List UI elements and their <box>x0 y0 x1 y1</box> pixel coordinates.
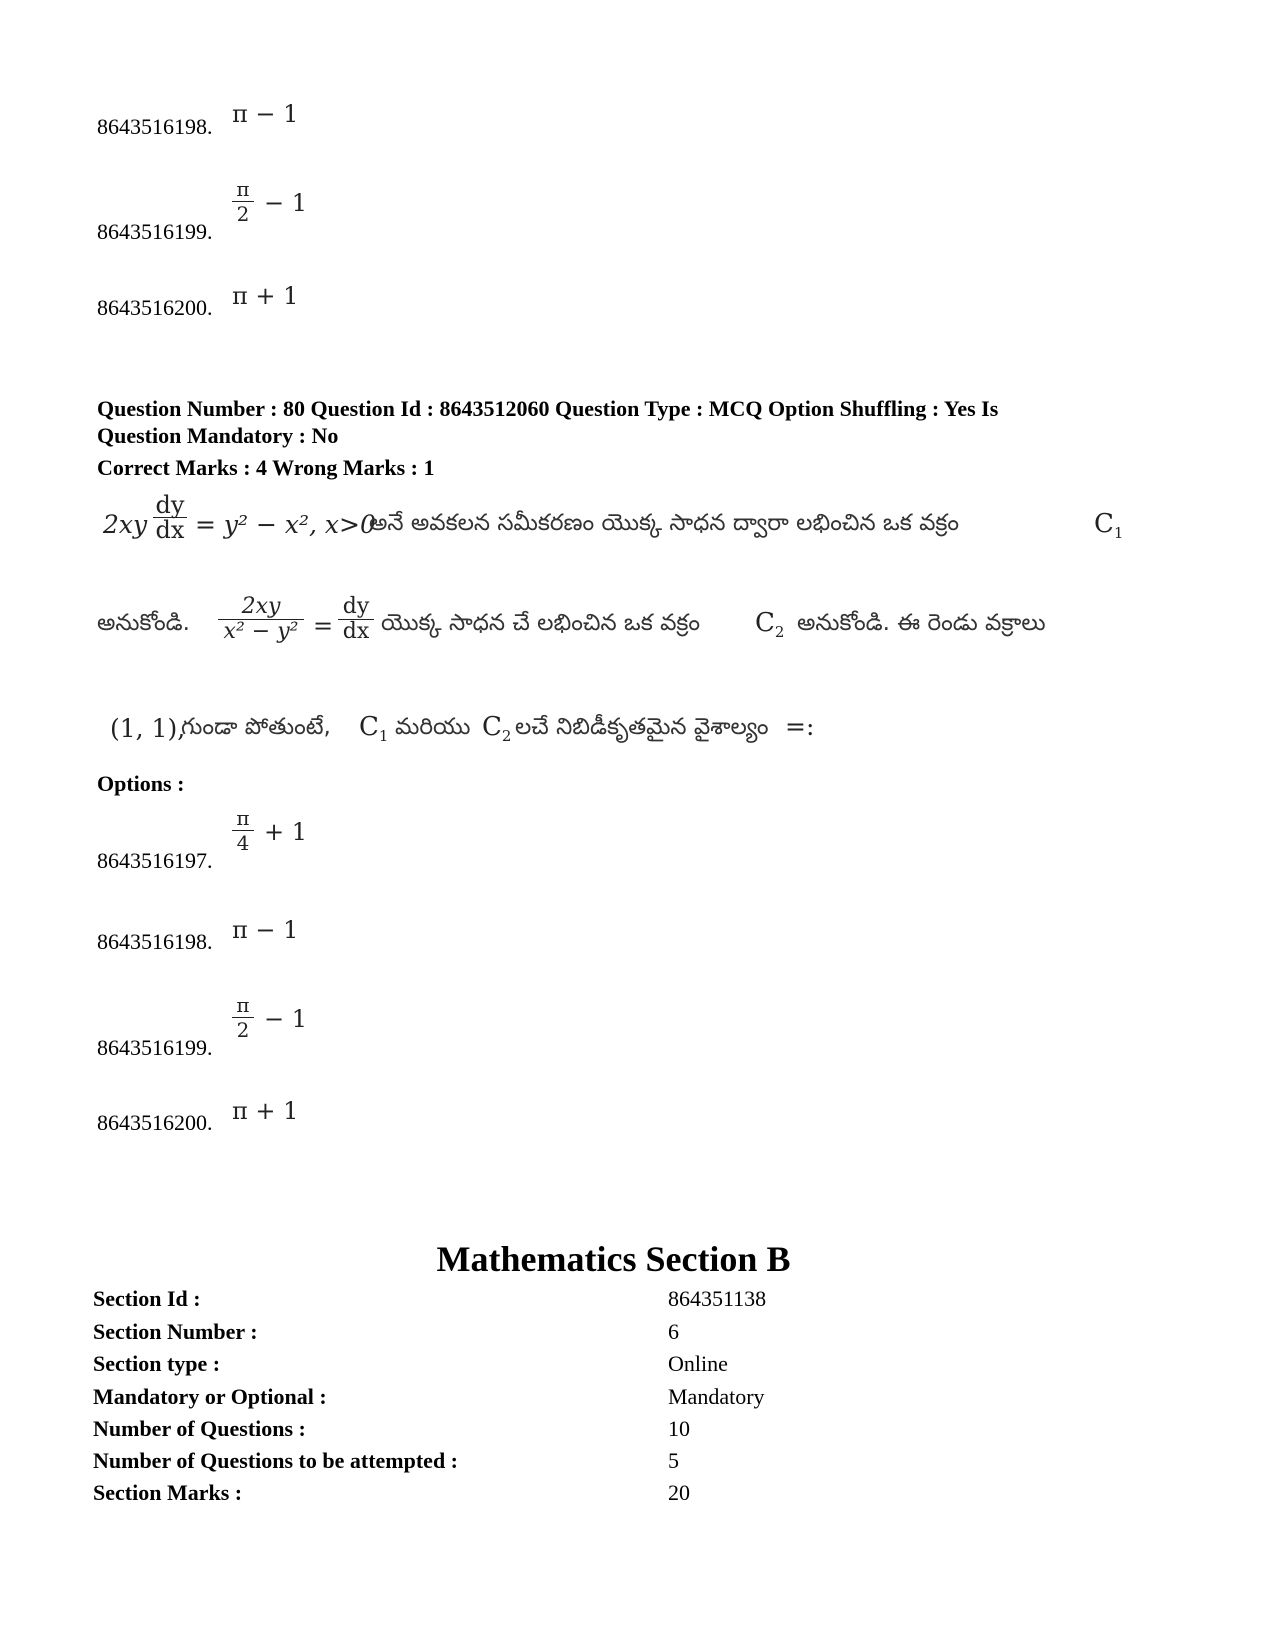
fraction-denominator: 2 <box>236 1018 250 1042</box>
curve-label: $C_2$ <box>482 712 512 746</box>
option-id: 8643516197. <box>97 848 213 873</box>
ratio-fraction <box>218 596 304 643</box>
option-expression-tail: − 1 <box>264 1005 308 1033</box>
attempt-count-label: Number of Questions to be attempted : <box>93 1448 459 1473</box>
section-marks-value: 20 <box>668 1480 690 1505</box>
option-fraction <box>232 994 254 1041</box>
option-fraction <box>232 807 254 854</box>
telugu-text: గుండా పోతుంటే, <box>181 714 331 740</box>
section-id-value: 864351138 <box>668 1286 767 1311</box>
fraction-numerator: dy <box>155 491 185 519</box>
fraction-denominator: dx <box>342 619 370 644</box>
derivative-fraction <box>338 596 374 643</box>
section-marks-label: Section Marks : <box>93 1480 243 1505</box>
options-label: Options : <box>97 771 185 796</box>
option-expression: π − 1 <box>232 916 299 944</box>
option-expression: π + 1 <box>232 1097 299 1125</box>
telugu-text: యొక్క సాధన చే లభించిన ఒక వక్రం <box>381 610 701 636</box>
fraction-numerator: dy <box>342 594 370 619</box>
fraction-numerator: 2xy <box>241 594 281 619</box>
fraction-denominator: x² − y² <box>223 619 299 644</box>
option-id: 8643516199. <box>97 219 213 244</box>
option-fraction <box>232 178 254 225</box>
section-type-label: Section type : <box>93 1351 221 1376</box>
curve-label: $C_1$ <box>359 712 389 746</box>
option-id: 8643516200. <box>97 295 213 320</box>
curve-label: $C_1$ <box>1094 509 1124 543</box>
section-title: Mathematics Section B <box>436 1239 791 1279</box>
option-expression: π − 1 <box>232 100 299 128</box>
telugu-text: అనుకోండి. <box>97 610 190 636</box>
section-id-label: Section Id : <box>93 1286 201 1311</box>
equation-end: =: <box>785 712 815 741</box>
telugu-text: అనే అవకలన సమీకరణం యొక్క సాధన ద్వారా లభించిన ఒక వక్రం <box>369 510 960 536</box>
option-expression: π + 1 <box>232 282 299 310</box>
option-id: 8643516198. <box>97 929 213 954</box>
fraction-denominator: dx <box>155 516 185 544</box>
fraction-denominator: 2 <box>236 202 250 226</box>
equation-coefficient: 2xy <box>103 510 148 539</box>
section-number-value: 6 <box>668 1319 679 1344</box>
fraction-numerator: π <box>236 177 250 201</box>
equation-rhs: = y² − x², x>0 <box>195 510 376 539</box>
option-id: 8643516200. <box>97 1110 213 1135</box>
mandatory-label: Mandatory or Optional : <box>93 1384 327 1409</box>
fraction-numerator: π <box>236 806 250 830</box>
question-meta-line2: Question Mandatory : No <box>97 423 339 448</box>
curve-label: $C_2$ <box>755 608 785 642</box>
option-expression-tail: − 1 <box>264 189 308 217</box>
fraction-denominator: 4 <box>236 831 250 855</box>
question-count-value: 10 <box>668 1416 690 1441</box>
point-coordinates: (1, 1), <box>110 714 186 743</box>
option-expression-tail: + 1 <box>264 818 308 846</box>
section-type-value: Online <box>668 1351 728 1376</box>
equals-sign: = <box>313 612 334 640</box>
option-id: 8643516198. <box>97 114 213 139</box>
question-count-label: Number of Questions : <box>93 1416 306 1441</box>
mandatory-value: Mandatory <box>668 1384 765 1409</box>
derivative-fraction <box>153 491 187 544</box>
question-marks: Correct Marks : 4 Wrong Marks : 1 <box>97 455 435 480</box>
option-id: 8643516199. <box>97 1035 213 1060</box>
telugu-text: లచే నిబిడీకృతమైన వైశాల్యం <box>515 714 769 740</box>
telugu-text: అనుకోండి. ఈ రెండు వక్రాలు <box>797 610 1046 636</box>
question-meta-line1: Question Number : 80 Question Id : 8643512060 Question Type : MCQ Option Shuffling : Yes Is <box>97 396 999 421</box>
attempt-count-value: 5 <box>668 1448 679 1473</box>
telugu-text: మరియు <box>395 714 471 740</box>
fraction-numerator: π <box>236 993 250 1017</box>
section-number-label: Section Number : <box>93 1319 258 1344</box>
